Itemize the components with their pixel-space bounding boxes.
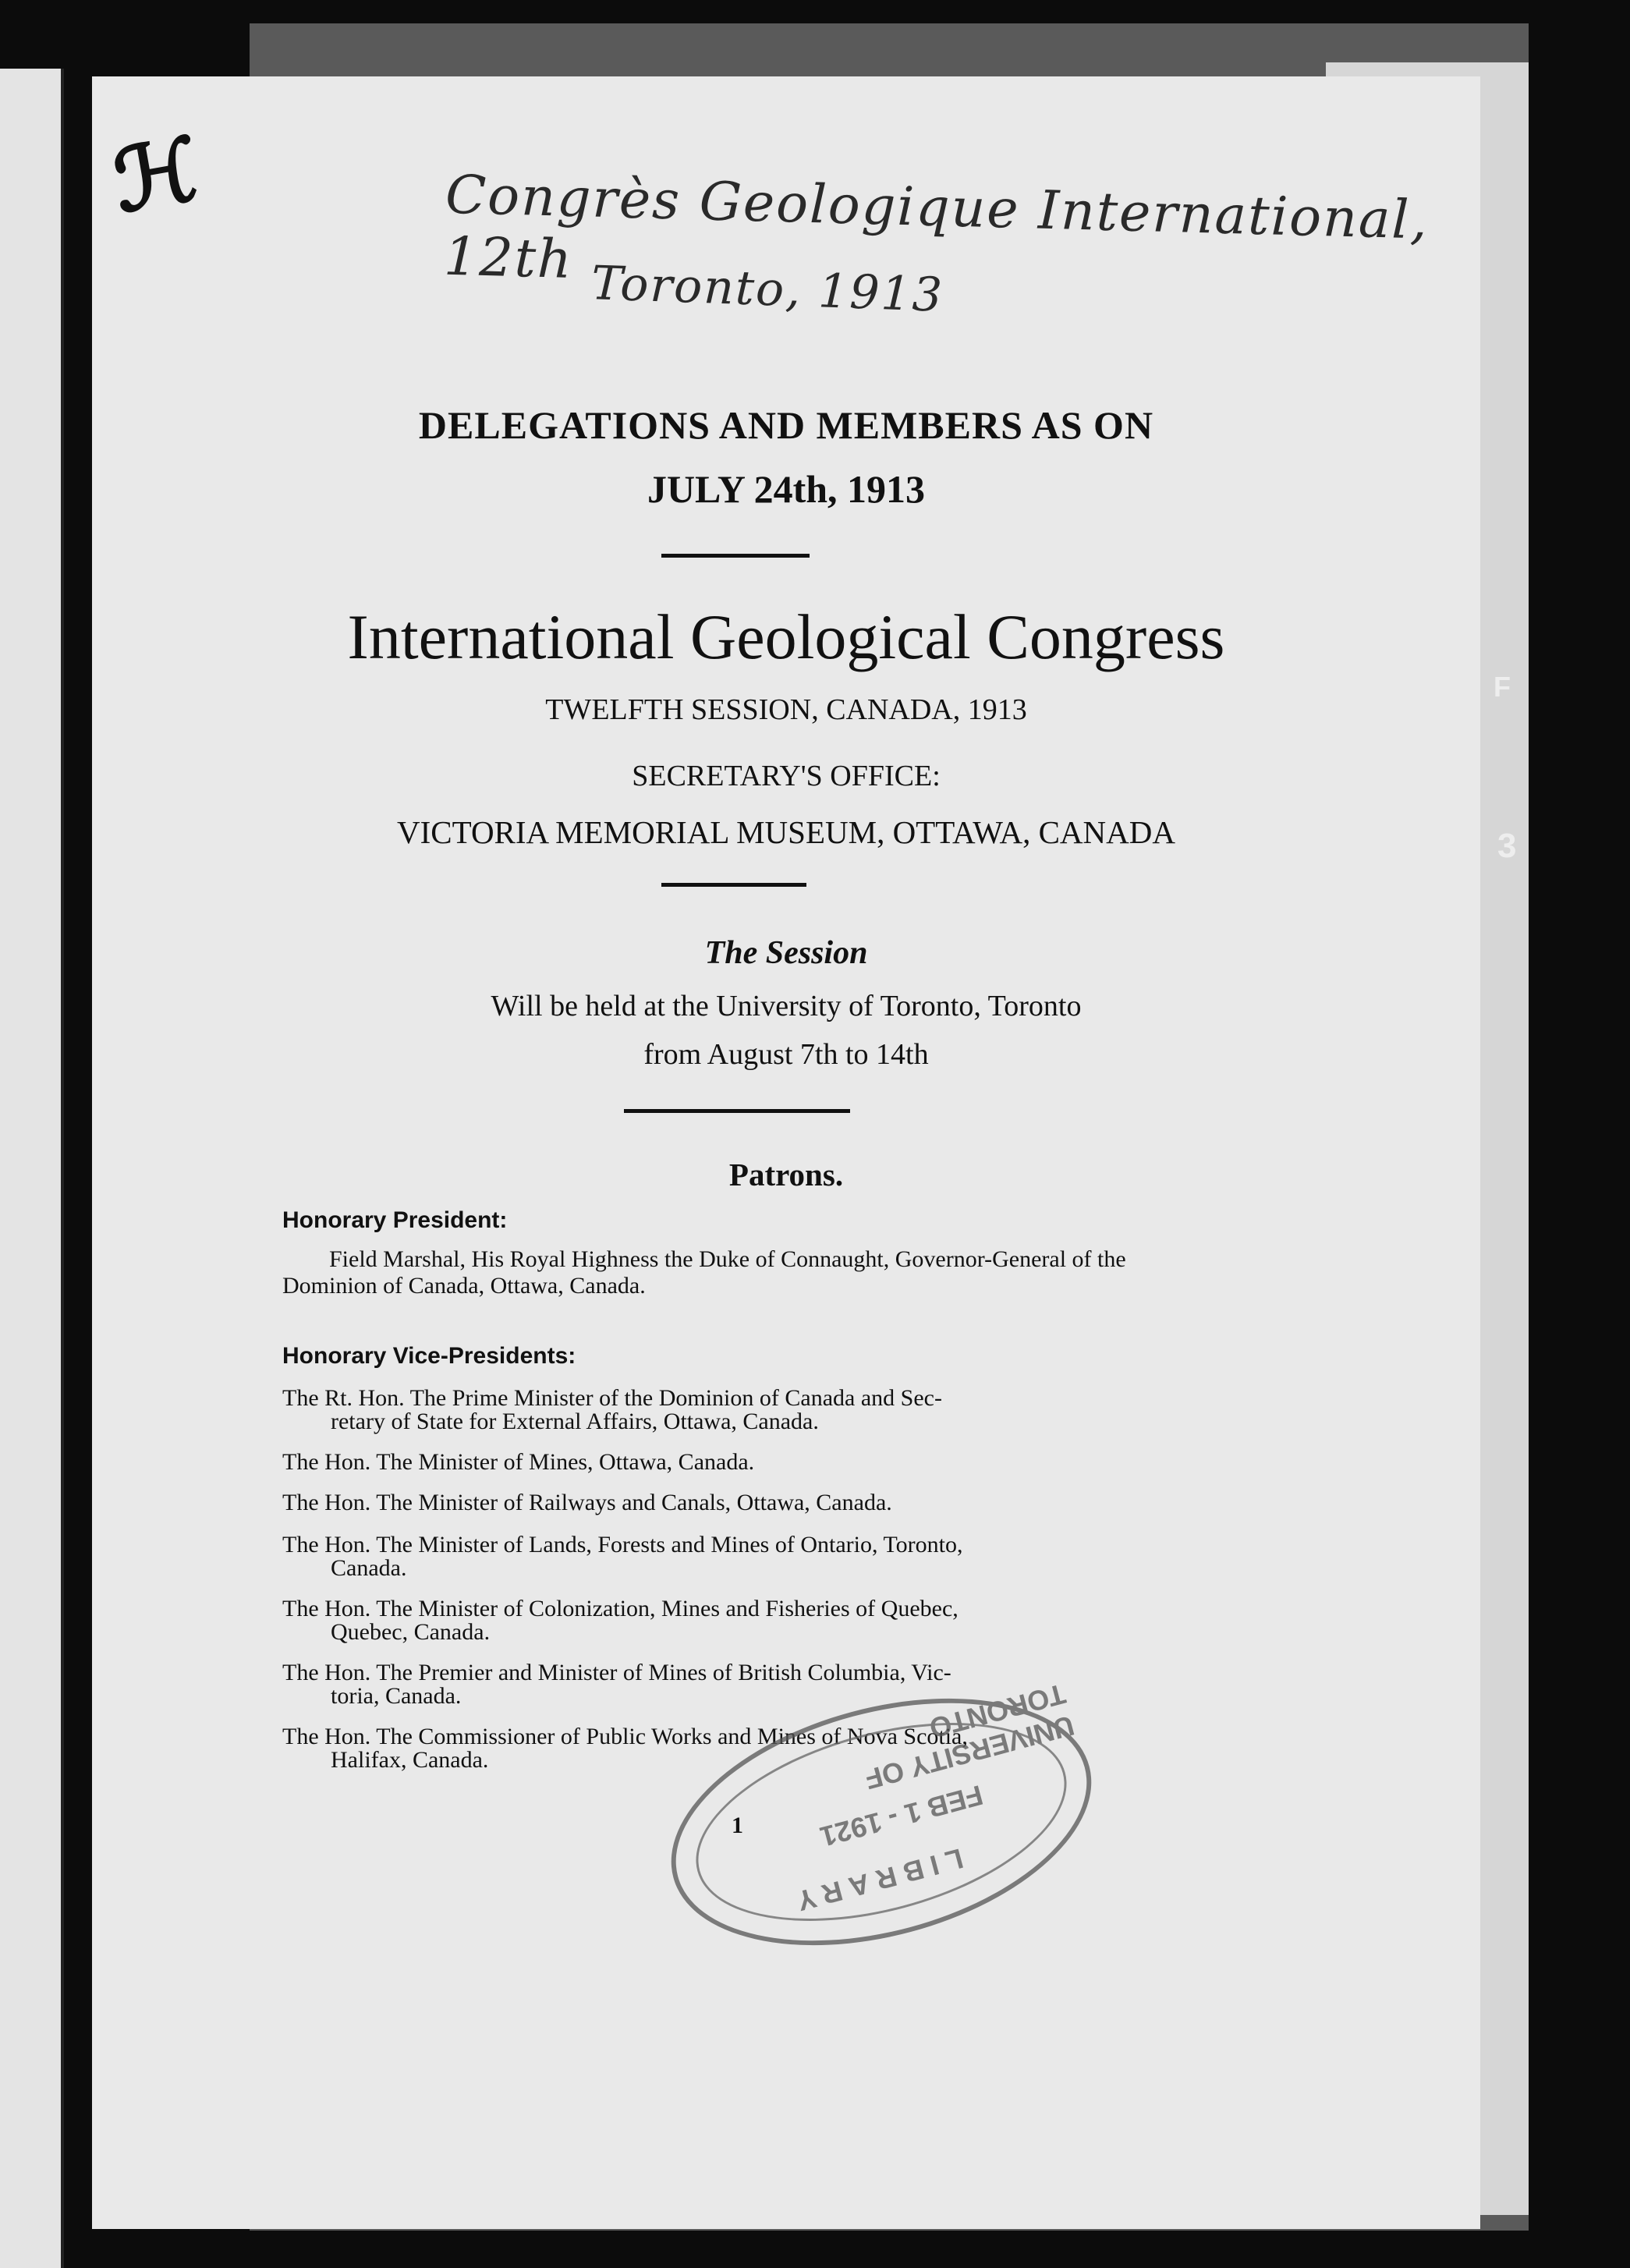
entry-line: The Hon. The Minister of Colonization, Mines and Fisheries of Quebec, — [282, 1596, 959, 1621]
entry-line: The Hon. The Minister of Lands, Forests and Mines of Ontario, Toronto, — [282, 1532, 963, 1557]
honorary-president-label: Honorary President: — [282, 1207, 508, 1233]
left-page-edge — [0, 69, 64, 2268]
stamp-bottom-text: LIBRARY — [785, 1842, 967, 1920]
session-title: The Session — [704, 935, 868, 971]
session-line: TWELFTH SESSION, CANADA, 1913 — [545, 693, 1027, 726]
stamp-date: FEB 1 - 1921 — [817, 1779, 987, 1854]
handwritten-note-line1: Congrès Geologique International, 12th — [443, 164, 1430, 291]
entry-line: The Rt. Hon. The Prime Minister of the Dominion of Canada and Sec- — [282, 1385, 942, 1411]
vice-president-entry — [282, 1491, 1210, 1515]
session-location: Will be held at the University of Toronto, Toronto — [491, 990, 1082, 1022]
edge-digit: 3 — [1497, 827, 1517, 865]
heading-line1: DELEGATIONS AND MEMBERS AS ON — [418, 403, 1154, 447]
heading-line2: JULY 24th, 1913 — [647, 467, 926, 511]
document-page — [92, 76, 1480, 2229]
entry-line: The Hon. The Minister of Railways and Canals, Ottawa, Canada. — [282, 1490, 892, 1515]
entry-line: The Hon. The Minister of Mines, Ottawa, Canada. — [282, 1449, 755, 1475]
stamp-top-text: UNIVERSITY OF TORONTO — [861, 1678, 1078, 1796]
vice-president-entry — [282, 1661, 1210, 1708]
honorary-vp-label: Honorary Vice-Presidents: — [282, 1343, 576, 1369]
entry-continuation: Canada. — [331, 1555, 407, 1581]
entry-continuation: Halifax, Canada. — [331, 1747, 489, 1773]
divider-2 — [661, 883, 806, 887]
patrons-heading: Patrons. — [728, 1157, 844, 1192]
congress-title: International Geological Congress — [347, 601, 1225, 672]
secretary-office-address: VICTORIA MEMORIAL MUSEUM, OTTAWA, CANADA — [397, 814, 1175, 850]
secretary-office-label: SECRETARY'S OFFICE: — [632, 760, 941, 792]
vice-president-entry — [282, 1451, 1210, 1474]
vice-president-entry — [282, 1597, 1210, 1644]
page-number: 1 — [732, 1813, 743, 1838]
divider-3 — [624, 1109, 850, 1113]
entry-continuation: retary of State for External Affairs, Ottawa, Canada. — [331, 1409, 819, 1434]
entry-line: The Hon. The Premier and Minister of Mines of British Columbia, Vic- — [282, 1660, 951, 1685]
honorary-president-text: Field Marshal, His Royal Highness the Duke of Connaught, Governor-General of the Dominion of Canada, Ottawa, Canada. — [282, 1246, 1126, 1299]
handwritten-mark: ℋ — [105, 118, 207, 232]
vice-president-entry — [282, 1533, 1210, 1580]
divider-1 — [661, 554, 810, 558]
entry-line: The Hon. The Commissioner of Public Works and Mines of Nova Scotia, — [282, 1724, 968, 1749]
session-dates: from August 7th to 14th — [643, 1038, 929, 1071]
vice-president-entry — [282, 1387, 1210, 1433]
entry-continuation: Quebec, Canada. — [331, 1619, 491, 1645]
entry-continuation: toria, Canada. — [331, 1683, 462, 1709]
handwritten-note-line2: Toronto, 1913 — [590, 256, 945, 323]
edge-letter: F — [1494, 671, 1511, 703]
